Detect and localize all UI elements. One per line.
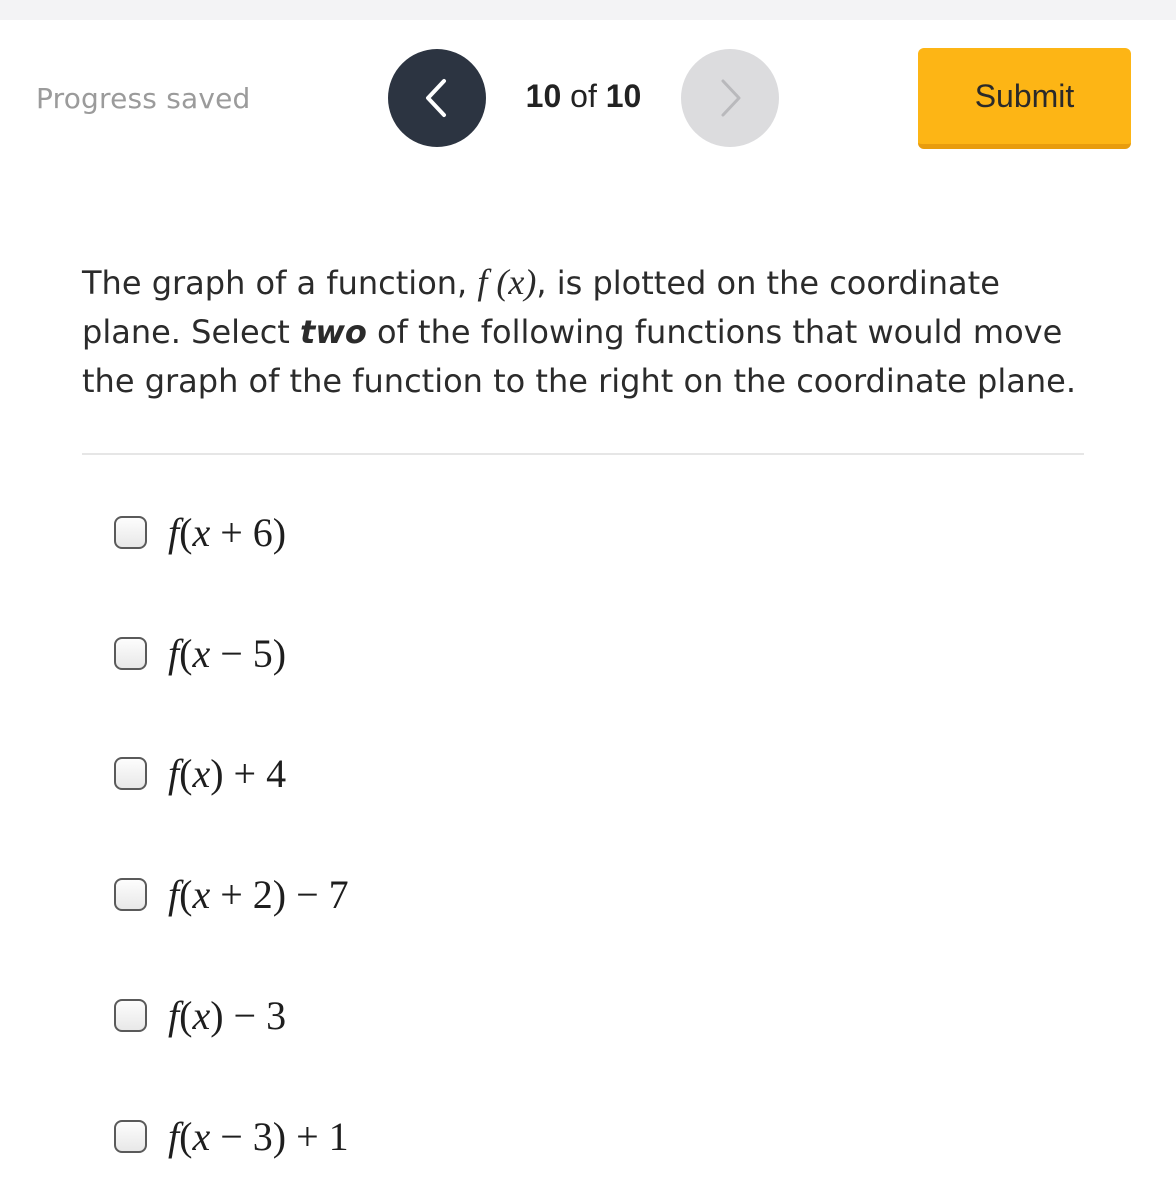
choice-label: f(x − 3) + 1 [168, 1113, 349, 1159]
answer-choice[interactable] [114, 1111, 349, 1161]
answer-choice[interactable] [114, 628, 286, 678]
page-current: 10 [525, 78, 562, 114]
checkbox[interactable] [114, 878, 147, 911]
page-total: 10 [605, 78, 642, 114]
choice-label: f(x + 2) − 7 [168, 871, 349, 917]
function-notation: f (x) [477, 262, 537, 302]
question-nav-header [0, 20, 1176, 180]
question-text-part1: The graph of a function, [82, 264, 478, 302]
choice-label: f(x) + 4 [168, 750, 287, 796]
submit-button[interactable]: Submit [918, 48, 1131, 149]
next-question-button[interactable] [681, 49, 779, 147]
checkbox[interactable] [114, 1120, 147, 1153]
answer-choice[interactable] [114, 748, 286, 798]
choice-label: f(x − 5) [168, 630, 287, 676]
checkbox[interactable] [114, 757, 147, 790]
checkbox[interactable] [114, 516, 147, 549]
choice-label: f(x + 6) [168, 509, 287, 555]
divider [82, 453, 1084, 455]
chevron-right-icon [713, 77, 747, 119]
answer-choice[interactable] [114, 507, 286, 557]
question-emphasis: two [300, 313, 367, 351]
choice-label: f(x) − 3 [168, 992, 287, 1038]
previous-question-button[interactable] [388, 49, 486, 147]
page-of: of [570, 78, 597, 114]
question-prompt [82, 258, 1092, 406]
question-text-part2: , is plotted on the coordinate plane. Select [82, 264, 1000, 351]
question-text-part3: of the following functions that would move the graph of the function to the right on the coordinate plane. [82, 313, 1076, 400]
progress-saved-status: Progress saved [36, 82, 251, 115]
checkbox[interactable] [114, 637, 147, 670]
answer-choice[interactable] [114, 869, 349, 919]
page-counter [487, 78, 680, 115]
checkbox[interactable] [114, 999, 147, 1032]
chevron-left-icon [420, 77, 454, 119]
answer-choice[interactable] [114, 990, 286, 1040]
top-strip [0, 0, 1176, 20]
